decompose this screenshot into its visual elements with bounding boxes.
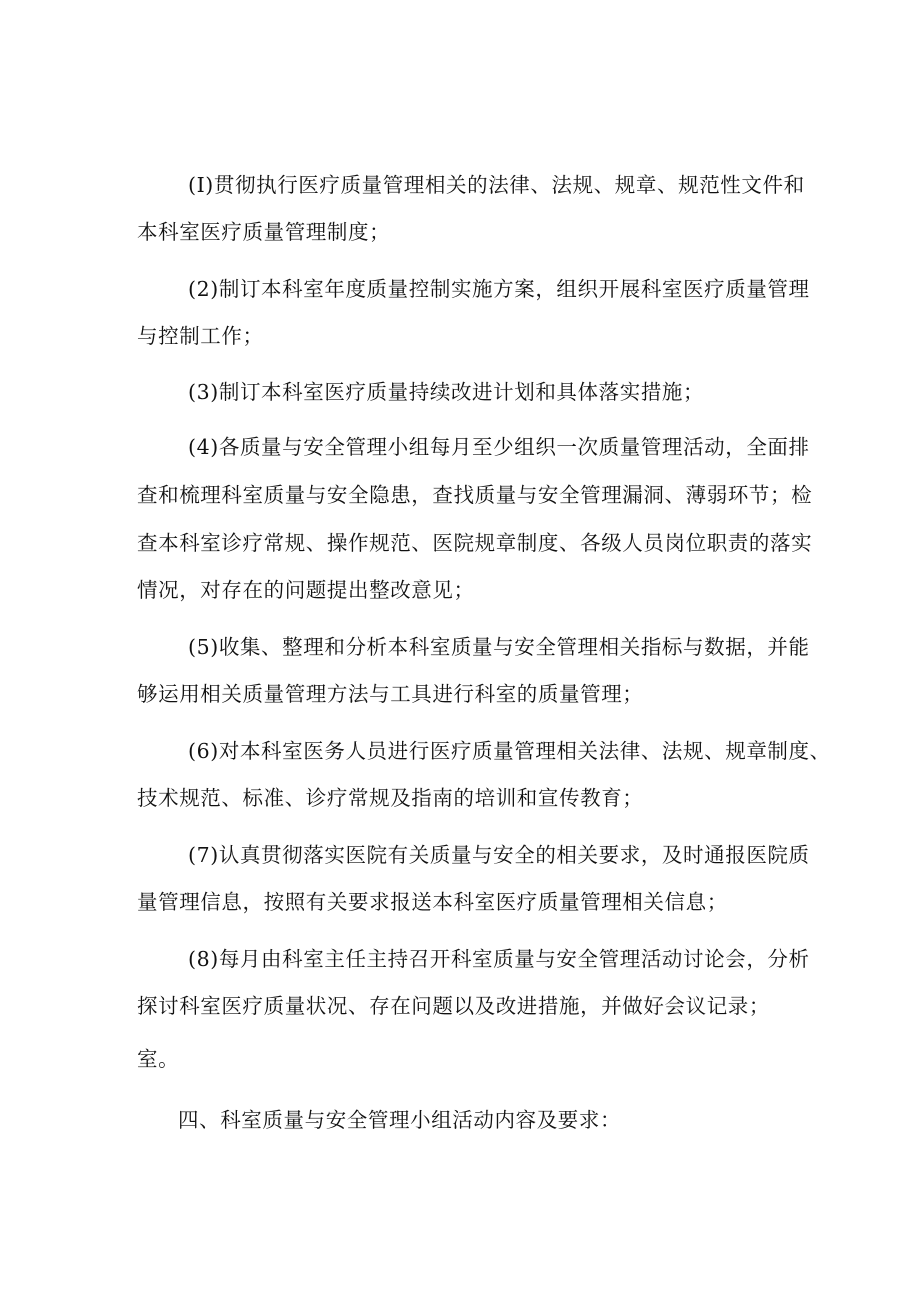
item-4-line-4: 情况，对存在的问题提出整改意见； — [137, 578, 475, 602]
item-3-line-1: (3)制订本科室医疗质量持续改进计划和具体落实措施； — [188, 380, 705, 404]
item-2-line-1: (2)制订本科室年度质量控制实施方案，组织开展科室医疗质量管理 — [188, 277, 810, 301]
item-4-line-2: 查和梳理科室质量与安全隐患，查找质量与安全管理漏洞、薄弱环节；检 — [137, 483, 813, 507]
item-7-line-1: (7)认真贯彻落实医院有关质量与安全的相关要求，及时通报医院质 — [188, 843, 810, 867]
section-heading: 四、科室质量与安全管理小组活动内容及要求： — [178, 1108, 622, 1132]
item-8-line-1: (8)每月由科室主任主持召开科室质量与安全管理活动讨论会，分析 — [188, 947, 810, 971]
item-4-line-3: 查本科室诊疗常规、操作规范、医院规章制度、各级人员岗位职责的落实 — [137, 531, 813, 555]
trailing-text: 室。 — [137, 1047, 180, 1071]
item-2-line-2: 与控制工作； — [137, 324, 264, 348]
item-8-line-2: 探讨科室医疗质量状况、存在问题以及改进措施，并做好会议记录； — [137, 994, 770, 1018]
item-1-line-2: 本科室医疗质量管理制度； — [137, 220, 391, 244]
item-6-line-2: 技术规范、标准、诊疗常规及指南的培训和宣传教育； — [137, 786, 644, 810]
item-6-line-1: (6)对本科室医务人员进行医疗质量管理相关法律、法规、规章制度、 — [188, 739, 831, 763]
item-4-line-1: (4)各质量与安全管理小组每月至少组织一次质量管理活动，全面排 — [188, 435, 810, 459]
item-5-line-1: (5)收集、整理和分析本科室质量与安全管理相关指标与数据，并能 — [188, 635, 810, 659]
item-7-line-2: 量管理信息，按照有关要求报送本科室医疗质量管理相关信息； — [137, 890, 728, 914]
item-1-line-1: (I)贯彻执行医疗质量管理相关的法律、法规、规章、规范性文件和 — [188, 173, 805, 197]
item-5-line-2: 够运用相关质量管理方法与工具进行科室的质量管理； — [137, 682, 644, 706]
